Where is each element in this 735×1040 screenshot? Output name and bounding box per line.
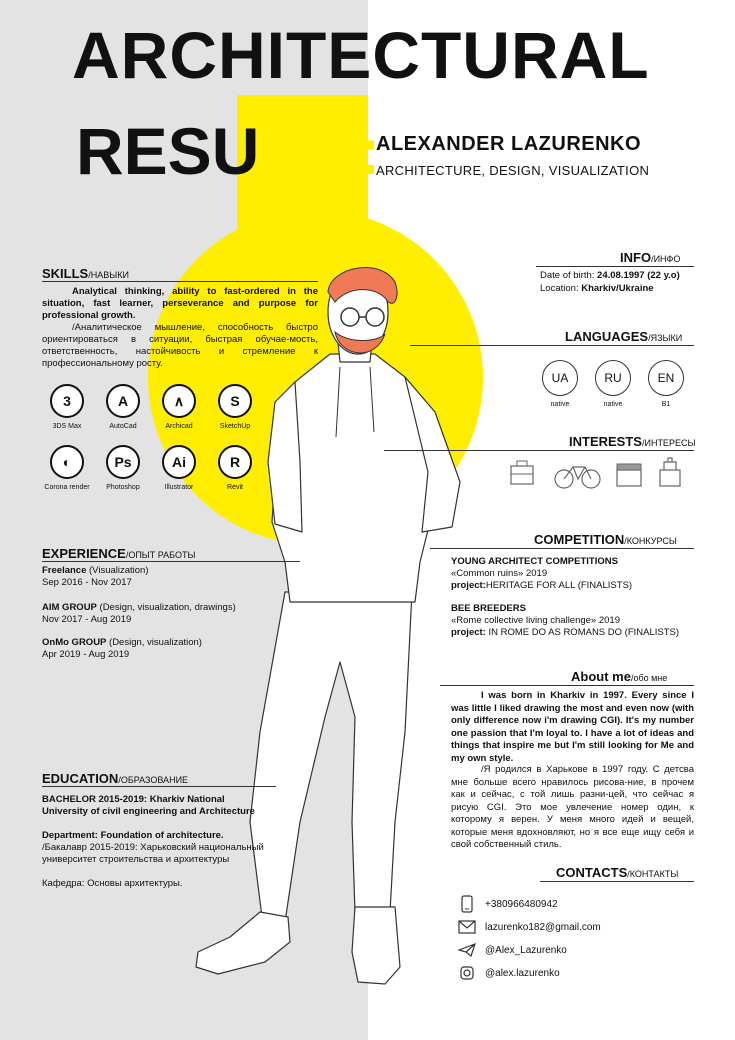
competition-line <box>430 548 694 549</box>
competition-org: YOUNG ARCHITECT COMPETITIONS <box>451 556 618 567</box>
language-item: EN B1 <box>646 360 686 408</box>
corona-icon: ◐ <box>50 445 84 479</box>
person-subtitle: ARCHITECTURE, DESIGN, VISUALIZATION <box>376 163 650 178</box>
info-dob: Date of birth: 24.08.1997 (22 y.o) <box>540 270 680 281</box>
sketchup-icon: S <box>218 384 252 418</box>
software-item: R Revit <box>208 445 262 492</box>
skills-underline <box>42 281 318 282</box>
about-text-ru: /Я родился в Харькове в 1997 году. С детсва мне больше всего нравилось рисова-ние, в прочем как и сейчас, с той лишь разни-цей, что сейчас я рисую CGI. Это мое увлечение номер один, к которому я верен. У меня много идей и вещей, которые меня вдохновляют, но я все еще ищу себя и свой собственный стиль. <box>451 764 694 850</box>
photoshop-icon: Ps <box>106 445 140 479</box>
cinema-icon <box>614 460 644 488</box>
skills-text-ru: /Аналитическое мышление, способность быстро ориентироваться в ситуации, быстрая обучае-мость, ответственность, настойчивость и стремление к профессиональному росту. <box>42 322 318 369</box>
3dsmax-icon: 3 <box>50 384 84 418</box>
education-degree-en: BACHELOR 2015-2019: Kharkiv National University of civil engineering and Architecture <box>42 794 255 817</box>
contact-instagram[interactable]: @alex.lazurenko <box>458 964 560 982</box>
revit-icon: R <box>218 445 252 479</box>
experience-line <box>42 561 300 562</box>
education-dept-en: Department: Foundation of architecture. <box>42 830 224 841</box>
autocad-icon: A <box>106 384 140 418</box>
architecture-icon <box>656 456 684 488</box>
education-dept-ru: Кафедра: Основы архитектуры. <box>42 878 183 889</box>
experience-dates: Nov 2017 - Aug 2019 <box>42 614 132 625</box>
education-line <box>42 786 276 787</box>
contact-phone[interactable]: +380966480942 <box>458 895 558 913</box>
instagram-icon <box>458 964 476 982</box>
contacts-line <box>540 881 694 882</box>
competition-org: BEE BREEDERS <box>451 603 526 614</box>
language-item: UA native <box>540 360 580 408</box>
skills-text-en: Analytical thinking, ability to fast-ordered in the situation, fast learner, perseverance and purpose for professional growth. <box>42 286 318 321</box>
experience-item: Freelance (Visualization) <box>42 565 149 576</box>
about-heading: About me/обо мне <box>571 669 668 684</box>
about-text-en: I was born in Kharkiv in 1997. Every since I was little I liked drawing the most and even now (with only difference now i'm drawing CGI). It's my number one passion that I'm loyal to. I have a lot of ideas and things that inspire me but I'm still looking for Me and my own style. <box>451 690 694 764</box>
competition-name: «Rome collective living challenge» 2019 <box>451 615 620 626</box>
phone-icon <box>458 895 476 913</box>
languages-line <box>410 345 694 346</box>
telegram-icon <box>458 941 476 959</box>
travel-icon <box>506 458 540 490</box>
language-item: RU native <box>593 360 633 408</box>
skills-heading: SKILLS/НАВЫКИ <box>42 266 129 281</box>
info-location: Location: Kharkiv/Ukraine <box>540 283 654 294</box>
title-line-1: ARCHITECTURAL <box>72 18 650 92</box>
portrait-illustration <box>190 262 480 1002</box>
software-item: S SketchUp <box>208 384 262 431</box>
info-heading: INFO/ИНФО <box>620 250 681 265</box>
illustrator-icon: Ai <box>162 445 196 479</box>
title-accent: ME: <box>259 114 381 188</box>
competition-project: project:HERITAGE FOR ALL (FINALISTS) <box>451 580 633 591</box>
interests-heading: INTERESTS/ИНТЕРЕСЫ <box>569 434 696 449</box>
archicad-icon: ∧ <box>162 384 196 418</box>
competition-project: project: IN ROME DO AS ROMANS DO (FINALISTS) <box>451 627 680 638</box>
education-heading: EDUCATION/ОБРАЗОВАНИЕ <box>42 771 189 786</box>
bicycle-icon <box>553 460 603 490</box>
experience-item: OnMo GROUP (Design, visualization) <box>42 637 202 648</box>
experience-heading: EXPERIENCE/ОПЫТ РАБОТЫ <box>42 546 196 561</box>
software-item: A AutoCad <box>96 384 150 431</box>
experience-dates: Sep 2016 - Nov 2017 <box>42 577 132 588</box>
education-degree-ru: /Бакалавр 2015-2019: Харьковский национальный университет строительства и архитектуры <box>42 842 264 865</box>
experience-dates: Apr 2019 - Aug 2019 <box>42 649 130 660</box>
software-item: Ai Illustrator <box>152 445 206 492</box>
about-line <box>440 685 694 686</box>
contacts-heading: CONTACTS/КОНТАКТЫ <box>556 865 679 880</box>
languages-heading: LANGUAGES/ЯЗЫКИ <box>565 329 683 344</box>
interests-line <box>384 450 694 451</box>
competition-heading: COMPETITION/КОНКУРСЫ <box>534 532 677 547</box>
software-item: 3 3DS Max <box>40 384 94 431</box>
contact-email[interactable]: lazurenko182@gmail.com <box>458 918 601 936</box>
title-line-2 <box>76 114 381 188</box>
competition-name: «Common ruins» 2019 <box>451 568 548 579</box>
person-name: ALEXANDER LAZURENKO <box>376 133 642 155</box>
software-item: Ps Photoshop <box>96 445 150 492</box>
mail-icon <box>458 918 476 936</box>
software-item: ∧ Archicad <box>152 384 206 431</box>
software-item: ◐ Corona render <box>40 445 94 492</box>
info-underline <box>536 266 694 267</box>
title-plain: RESU <box>76 114 260 188</box>
experience-item: AIM GROUP (Design, visualization, drawings) <box>42 602 236 613</box>
contact-telegram[interactable]: @Alex_Lazurenko <box>458 941 567 959</box>
